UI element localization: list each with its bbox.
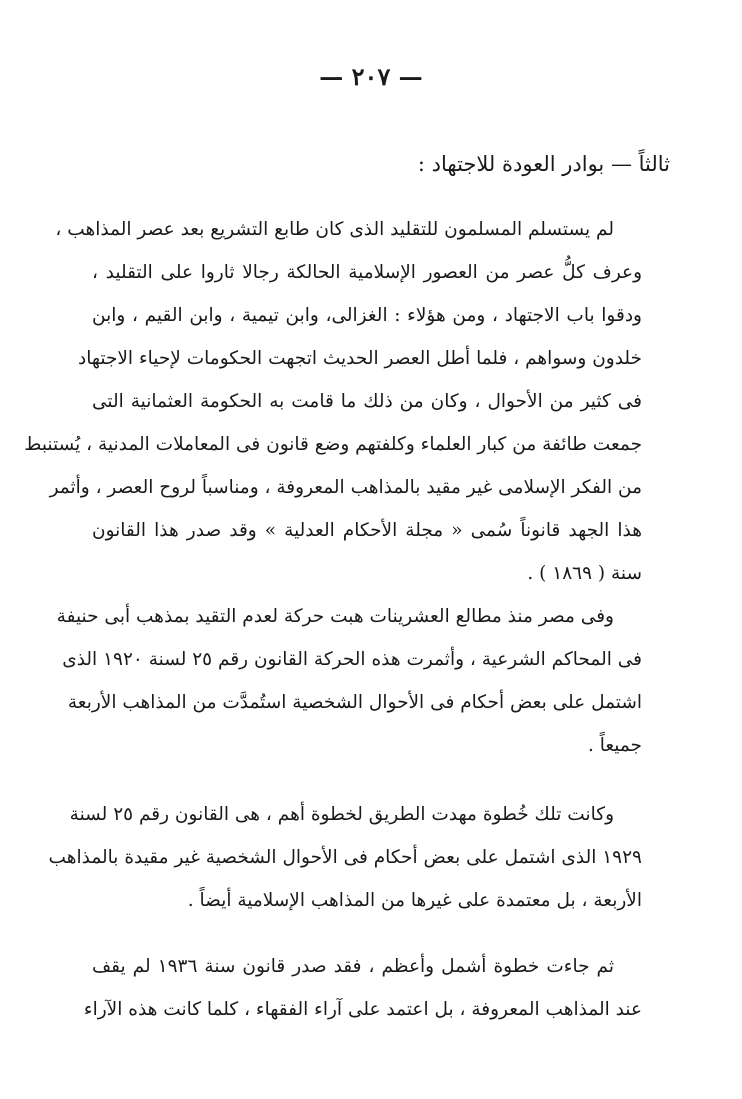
paragraph-line: ١٩٢٩ الذى اشتمل على بعض أحكام فى الأحوال الشخصية غير مقيدة بالمذاهب: [48, 847, 642, 868]
section-heading: ثالثاً — بوادر العودة للاجتهاد :: [417, 152, 670, 176]
paragraph-2: [56, 595, 642, 767]
page-number: — ٢٠٧ —: [319, 62, 423, 91]
paragraph-line: عند المذاهب المعروفة ، بل اعتمد على آراء الفقهاء ، كلما كانت هذه الآراء: [83, 999, 642, 1020]
paragraph-1: [24, 208, 642, 595]
paragraph-4: [83, 945, 642, 1031]
paragraph-line: فى المحاكم الشرعية ، وأثمرت هذه الحركة القانون رقم ٢٥ لسنة ١٩٢٠ الذى: [62, 649, 642, 670]
paragraph-line: وكانت تلك خُطوة مهدت الطريق لخطوة أهم ، هى القانون رقم ٢٥ لسنة: [69, 804, 614, 825]
paragraph-line: لم يستسلم المسلمون للتقليد الذى كان طابع التشريع بعد عصر المذاهب ،: [55, 219, 614, 240]
paragraph-3: [48, 793, 642, 922]
paragraph-line: ثم جاءت خطوة أشمل وأعظم ، فقد صدر قانون سنة ١٩٣٦ لم يقف: [92, 956, 614, 977]
paragraph-line: وعرف كلُّ عصر من العصور الإسلامية الحالكة رجالا ثاروا على التقليد ،: [92, 262, 642, 283]
paragraph-line: هذا الجهد قانوناً سُمى « مجلة الأحكام العدلية » وقد صدر هذا القانون: [92, 520, 642, 541]
paragraph-line: من الفكر الإسلامى غير مقيد بالمذاهب المعروفة ، ومناسباً لروح العصر ، وأثمر: [49, 477, 642, 498]
paragraph-line: جميعاً .: [587, 735, 642, 756]
paragraph-line: الأربعة ، بل معتمدة على غيرها من المذاهب الإسلامية أيضاً .: [187, 890, 642, 911]
paragraph-line: وفى مصر منذ مطالع العشرينات هبت حركة لعدم التقيد بمذهب أبى حنيفة: [56, 606, 614, 627]
paragraph-line: ودقوا باب الاجتهاد ، ومن هؤلاء : الغزالى، وابن تيمية ، وابن القيم ، وابن: [92, 305, 642, 326]
paragraph-line: خلدون وسواهم ، فلما أطل العصر الحديث اتجهت الحكومات لإحياء الاجتهاد: [77, 348, 642, 369]
paragraph-line: فى كثير من الأحوال ، وكان من ذلك ما قامت به الحكومة العثمانية التى: [92, 391, 642, 412]
paragraph-line: اشتمل على بعض أحكام فى الأحوال الشخصية استُمدَّت من المذاهب الأربعة: [67, 692, 642, 713]
paragraph-line: سنة ( ١٨٦٩ ) .: [527, 563, 642, 584]
paragraph-line: جمعت طائفة من كبار العلماء وكلفتهم وضع قانون فى المعاملات المدنية ، يُستنبط: [24, 434, 642, 455]
